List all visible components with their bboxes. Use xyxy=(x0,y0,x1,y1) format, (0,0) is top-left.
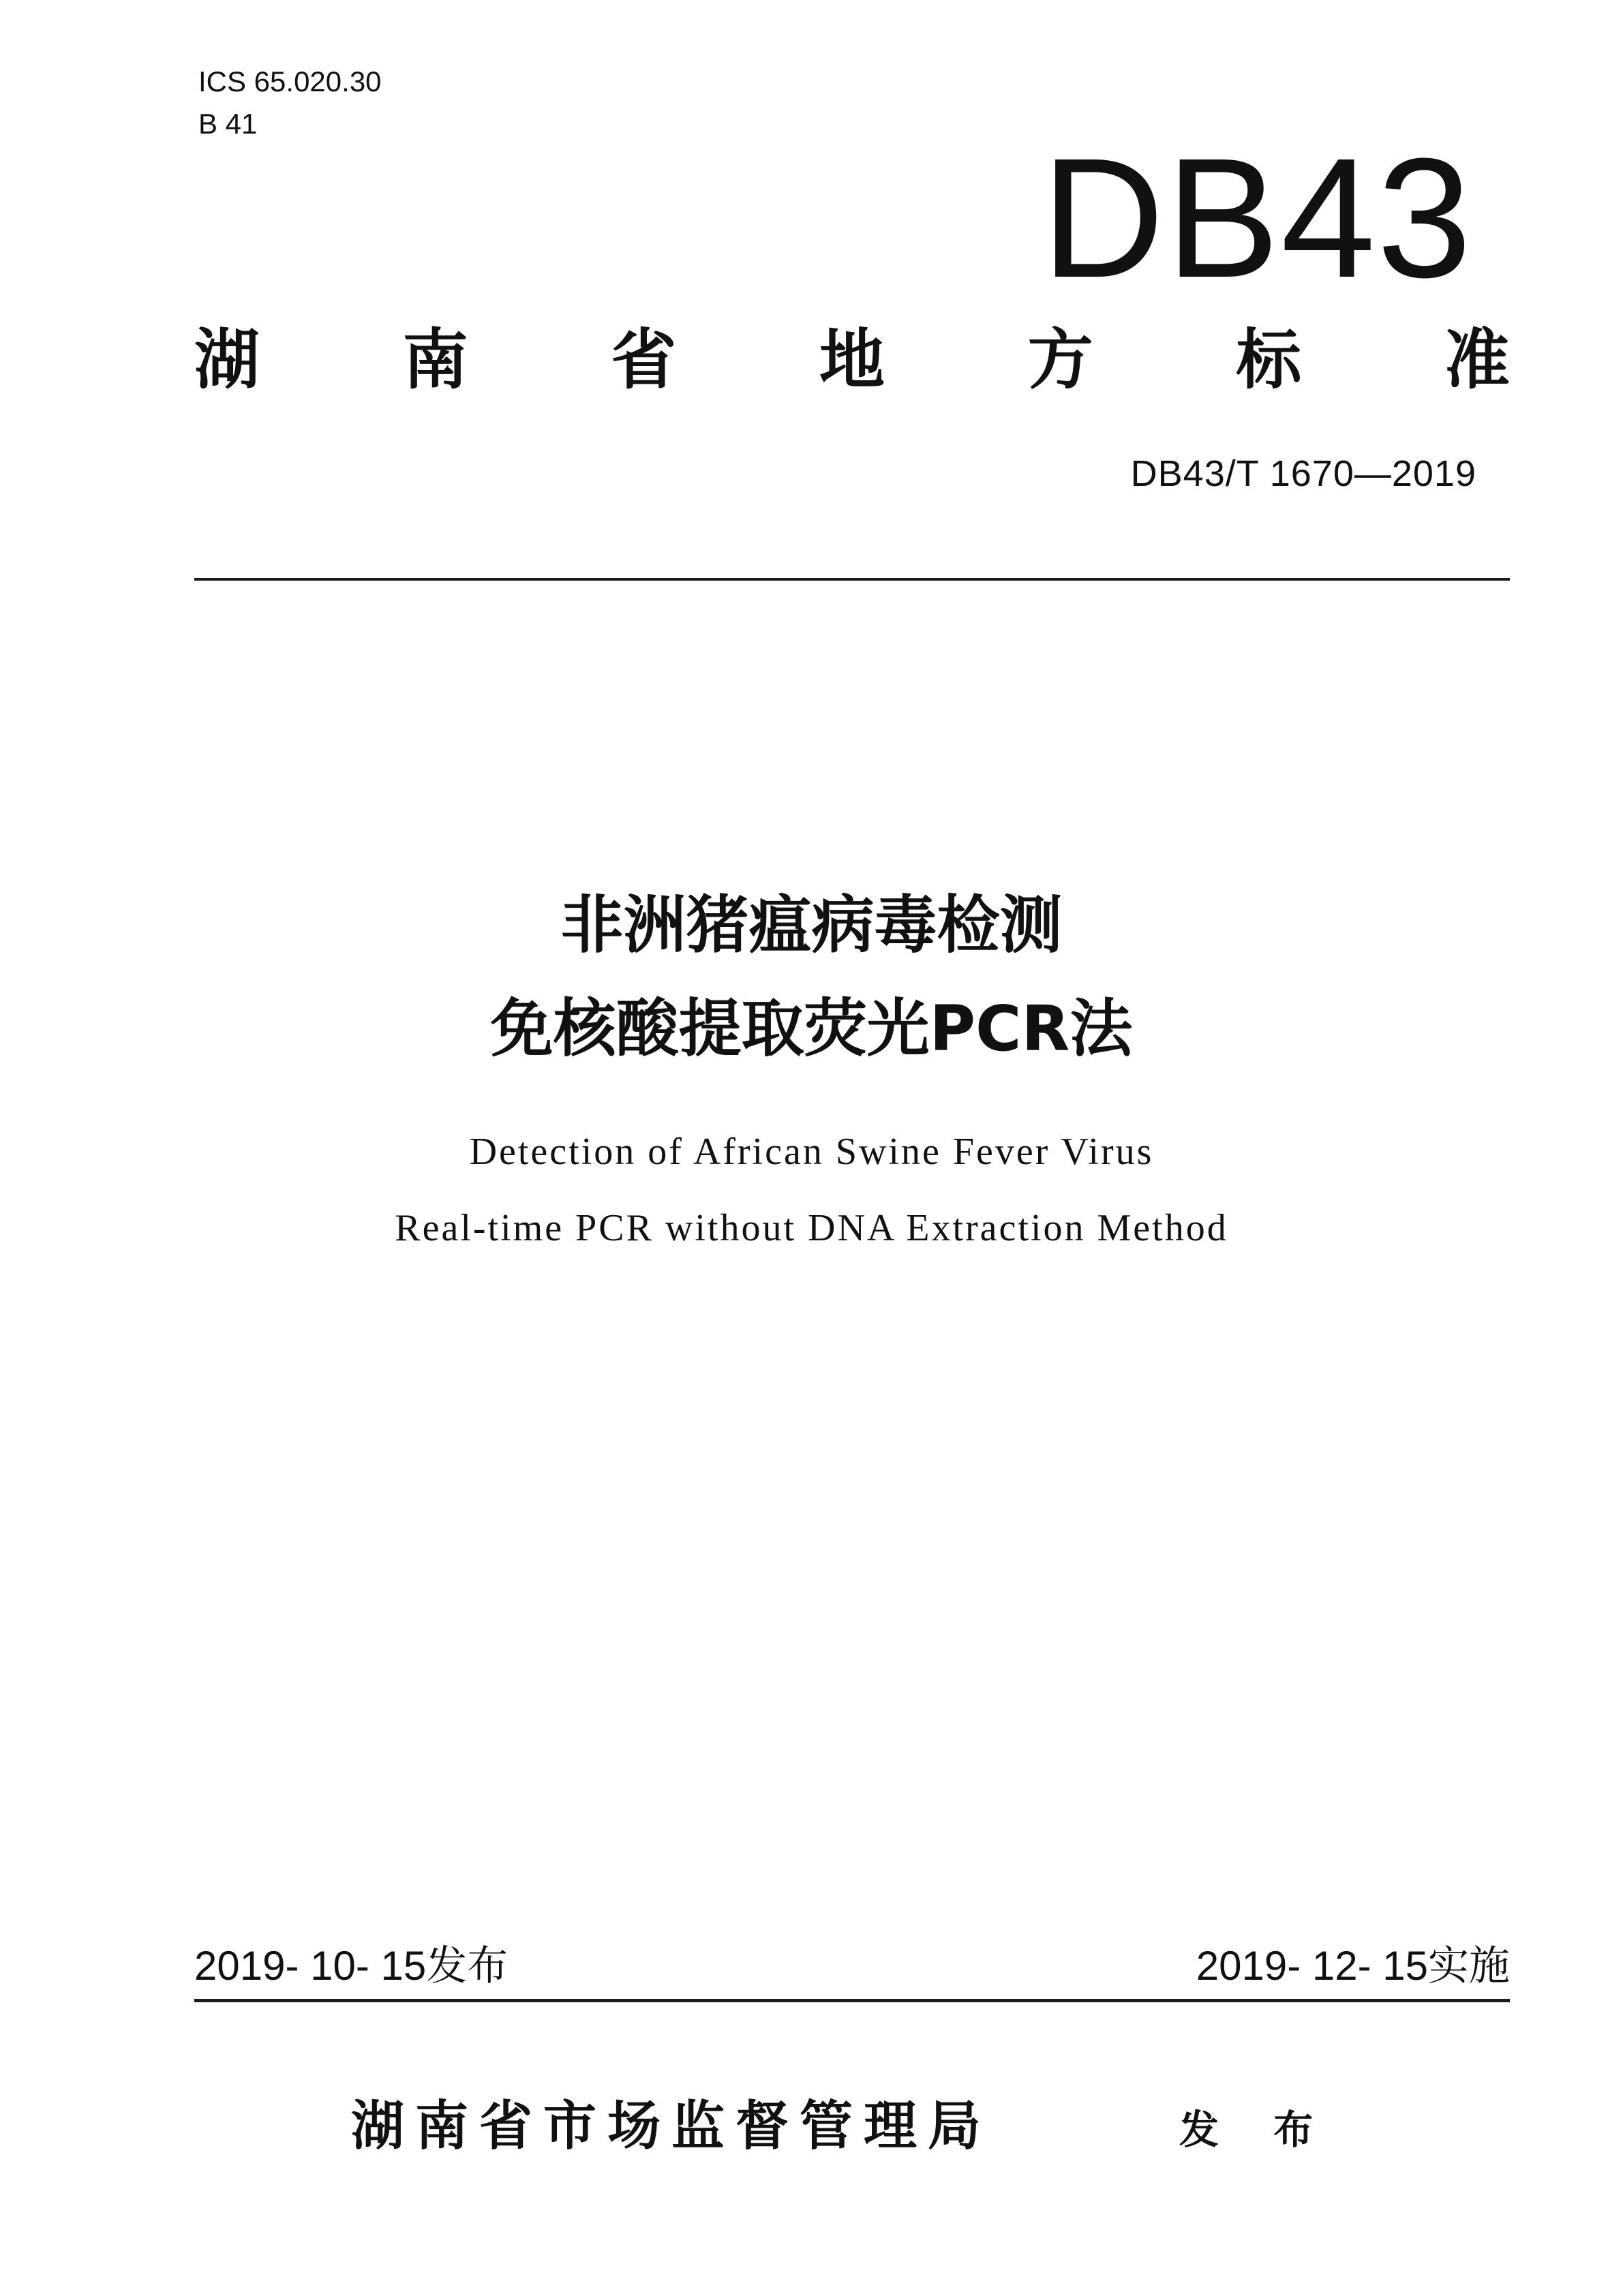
standard-type-char: 准 xyxy=(1444,321,1510,398)
issue-date: 2019- 10- 15发布 xyxy=(194,1943,509,1989)
implementation-date: 2019- 12- 15实施 xyxy=(1196,1943,1510,1989)
standard-type-char: 方 xyxy=(1027,321,1093,398)
chinese-title-line-1: 非洲猪瘟病毒检测 xyxy=(560,889,1063,962)
standard-type-char: 地 xyxy=(819,321,885,398)
english-title-line-2: Real-time PCR without DNA Extraction Method xyxy=(395,1207,1228,1249)
header-divider xyxy=(194,578,1510,581)
db-mark: DB43 xyxy=(1041,123,1473,313)
chinese-title-line-2: 免核酸提取荧光PCR法 xyxy=(490,992,1133,1065)
standard-number: DB43/T 1670—2019 xyxy=(1130,453,1476,494)
standard-type-char: 省 xyxy=(611,321,677,398)
standard-type-char: 南 xyxy=(402,321,468,398)
classification-code: B 41 xyxy=(198,108,258,140)
english-title-line-1: Detection of African Swine Fever Virus xyxy=(469,1131,1154,1173)
standard-type-title xyxy=(194,307,1510,402)
publisher-name: 湖南省市场监督管理局 xyxy=(351,2096,992,2157)
ics-code: ICS 65.020.30 xyxy=(198,65,382,97)
standard-type-char: 湖 xyxy=(194,321,260,398)
standard-type-char: 标 xyxy=(1236,321,1302,398)
publish-label: 发 布 xyxy=(1179,2107,1334,2153)
footer-divider xyxy=(194,1999,1510,2002)
